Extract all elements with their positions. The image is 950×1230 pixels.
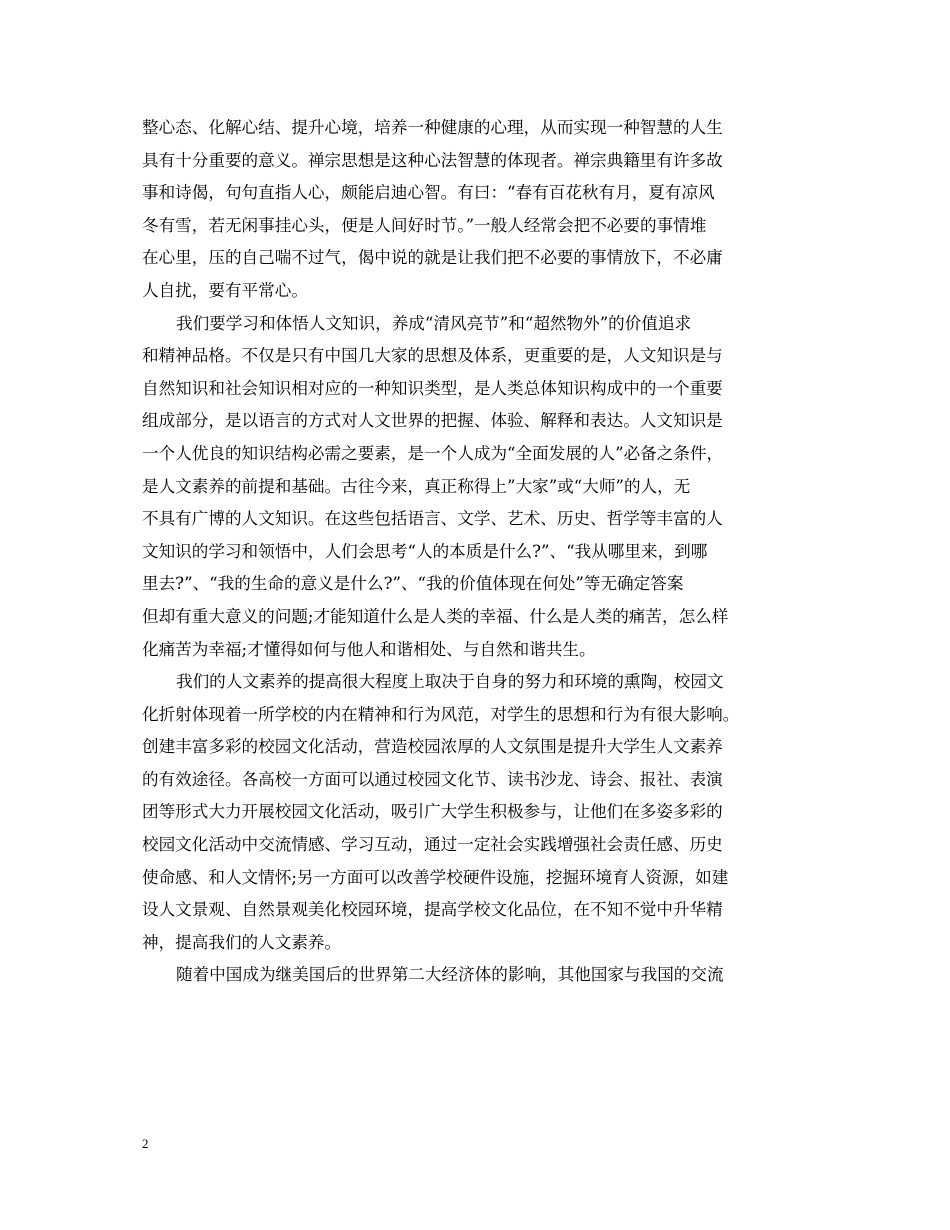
text-line: 整心态、化解心结、提升心境，培养一种健康的心理，从而实现一种智慧的人生 (142, 118, 723, 137)
text-line: 设人文景观、自然景观美化校园环境，提高学校文化品位，在不知不觉中升华精 (142, 900, 723, 920)
text-line: 冬有雪，若无闲事挂心头，便是人间好时节。”一般人经常会把不必要的事情堆 (142, 215, 707, 235)
paragraph-first-line: 随着中国成为继美国后的世界第二大经济体的影响，其他国家与我国的交流 (176, 965, 724, 985)
text-line: 创建丰富多彩的校园文化活动，营造校园浓厚的人文氛围是提升大学生人文素养 (142, 737, 723, 757)
text-line: 和精神品格。不仅是只有中国几大家的思想及体系，更重要的是，人文知识是与 (142, 346, 723, 366)
text-line: 组成部分，是以语言的方式对人文世界的把握、体验、解释和表达。人文知识是 (142, 411, 723, 431)
text-line: 人自扰，要有平常心。 (142, 280, 308, 300)
text-line: 具有十分重要的意义。禅宗思想是这种心法智慧的体现者。禅宗典籍里有许多故 (142, 150, 723, 170)
text-line: 文知识的学习和领悟中，人们会思考“人的本质是什么?”、“我从哪里来，到哪 (142, 541, 708, 561)
text-line: 是人文素养的前提和基础。古往今来，真正称得上”大家”或“大师”的人，无 (142, 476, 691, 496)
text-line: 的有效途径。各高校一方面可以通过校园文化节、读书沙龙、诗会、报社、表演 (142, 769, 723, 789)
text-line: 一个人优良的知识结构必需之要素，是一个人成为“全面发展的人”必备之条件， (142, 443, 724, 463)
body-text (142, 112, 810, 992)
page-number: 2 (142, 1136, 149, 1151)
text-line: 不具有广博的人文知识。在这些包括语言、文学、艺术、历史、哲学等丰富的人 (142, 509, 723, 529)
text-line: 团等形式大力开展校园文化活动，吸引广大学生积极参与，让他们在多姿多彩的 (142, 802, 723, 822)
text-line: 里去?”、“我的生命的意义是什么?”、“我的价值体现在何处”等无确定答案 (142, 574, 684, 594)
paragraph-first-line: 我们要学习和体悟人文知识，养成“清风亮节”和“超然物外”的价值追求 (176, 313, 692, 333)
text-line: 自然知识和社会知识相对应的一种知识类型，是人类总体知识构成中的一个重要 (142, 378, 723, 398)
text-line: 在心里，压的自己喘不过气，偈中说的就是让我们把不必要的事情放下，不必庸 (142, 248, 723, 268)
paragraph-first-line: 我们的人文素养的提高很大程度上取决于自身的努力和环境的熏陶，校园文 (176, 672, 724, 692)
text-line: 校园文化活动中交流情感、学习互动，通过一定社会实践增强社会责任感、历史 (142, 835, 723, 855)
text-line: 使命感、和人文情怀;另一方面可以改善学校硬件设施，挖掘环境育人资源，如建 (142, 867, 729, 887)
text-line: 事和诗偈，句句直指人心，颇能启迪心智。有曰：“春有百花秋有月，夏有凉风 (142, 183, 715, 203)
text-line: 但却有重大意义的问题;才能知道什么是人类的幸福、什么是人类的痛苦，怎么样 (142, 606, 729, 626)
text-line: 神，提高我们的人文素养。 (142, 932, 342, 952)
text-line: 化折射体现着一所学校的内在精神和行为风范，对学生的思想和行为有很大影响。 (142, 704, 740, 724)
text-line: 化痛苦为幸福;才懂得如何与他人和谐相处、与自然和谐共生。 (142, 639, 596, 659)
